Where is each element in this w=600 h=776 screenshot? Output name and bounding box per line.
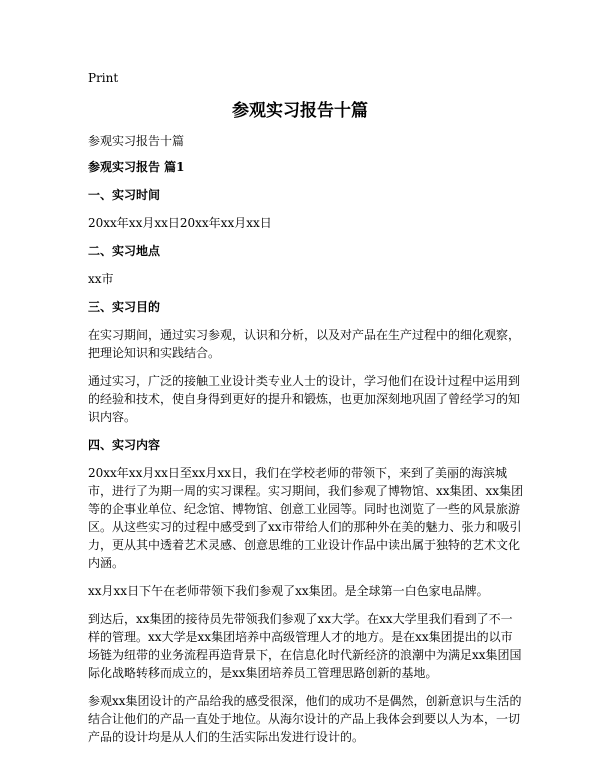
document-subtitle: 参观实习报告十篇 bbox=[88, 134, 185, 148]
content-paragraph-4: 参观xx集团设计的产品给我的感受很深，他们的成功不是偶然，创新意识与生活的结合让他们的产品一直处于地位。从海尔设计的产品上我体会到要以人为本，一切产品的设计均是从人们的生活实际出发进行设计的。 bbox=[88, 694, 522, 744]
section-heading: 参观实习报告 篇1 bbox=[88, 160, 185, 174]
text-time: 20xx年xx月xx日20xx年xx月xx日 bbox=[88, 216, 272, 230]
purpose-paragraph-2: 通过实习，广泛的接触工业设计类专业人士的设计，学习他们在设计过程中运用到的经验和技术，使自身得到更好的提升和锻炼，也更加深刻地巩固了曾经学习的知识内容。 bbox=[88, 374, 521, 424]
content-paragraph-3: 到达后，xx集团的接待员先带领我们参观了xx大学。在xx大学里我们看到了不一样的管理。xx大学是xx集团培养中高级管理人才的地方。是在xx集团提出的以市场链为纽带的业务流程再造背景下，在信息化时代新经济的浪潮中为满足xx集团国际化战略转移而成立的，是xx集团培养员工管理思路创新的基地。 bbox=[88, 612, 522, 680]
content-paragraph-2: xx月xx日下午在老师带领下我们参观了xx集团。是全球第一白色家电品牌。 bbox=[88, 584, 489, 598]
heading-content: 四、实习内容 bbox=[88, 438, 161, 452]
document-content bbox=[88, 132, 524, 756]
print-label: Print bbox=[88, 71, 119, 85]
heading-time: 一、实习时间 bbox=[88, 188, 161, 202]
heading-place: 二、实习地点 bbox=[88, 244, 161, 258]
content-paragraph-1: 20xx年xx月xx日至xx月xx日，我们在学校老师的带领下，来到了美丽的海滨城市，进行了为期一周的实习课程。实习期间，我们参观了博物馆、xx集团、xx集团等的企事业单位、纪念馆、博物馆、创意工业园等。同时也浏览了一些的风景旅游区。从这些实习的过程中感受到了xx市带给人们的那种外在美的魅力、张力和吸引力，更从其中透着艺术灵感、创意思维的工业设计作品中读出属于独特的艺术文化内涵。 bbox=[88, 466, 524, 570]
heading-purpose: 三、实习目的 bbox=[88, 300, 161, 314]
document-title: 参观实习报告十篇 bbox=[232, 101, 368, 121]
text-place: xx市 bbox=[88, 272, 114, 286]
purpose-paragraph-1: 在实习期间，通过实习参观，认识和分析，以及对产品在生产过程中的细化观察，把理论知识和实践结合。 bbox=[88, 328, 521, 360]
